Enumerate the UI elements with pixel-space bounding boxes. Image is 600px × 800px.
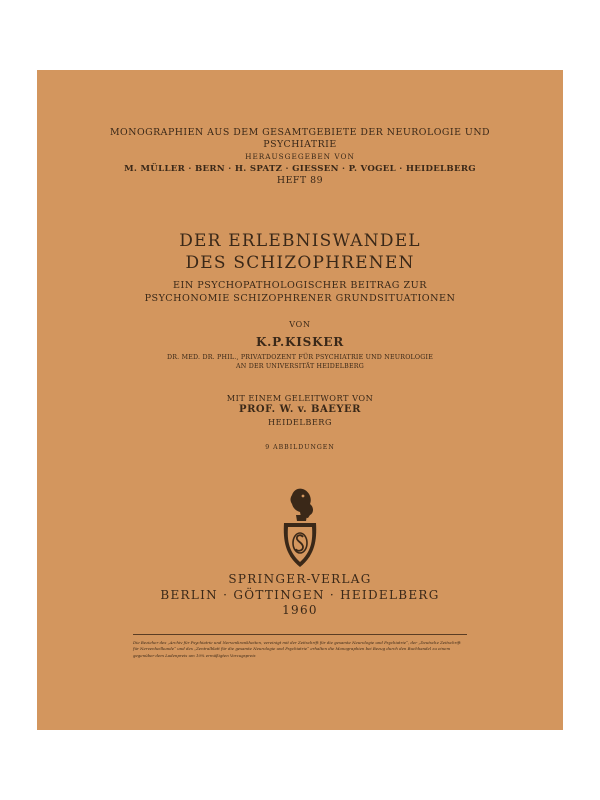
springer-knight-seal-icon [270, 485, 330, 580]
series-header [37, 127, 563, 187]
book-subtitle [37, 279, 563, 305]
author-description-line-1: DR. MED. DR. PHIL., PRIVATDOZENT FÜR PSYCHIATRIE UND NEUROLOGIE [166, 354, 434, 361]
editors-list: M. MÜLLER · BERN · H. SPATZ · GIESSEN · P. VOGEL · HEIDELBERG [124, 164, 476, 174]
author-name: K.P.KISKER [255, 335, 345, 349]
book-title-line-1: DER ERLEBNISWANDEL [179, 231, 421, 251]
book-title [37, 230, 563, 274]
book-subtitle-line-1: EIN PSYCHOPATHOLOGISCHER BEITRAG ZUR [173, 280, 427, 291]
figures-note: 9 ABBILDUNGEN [265, 444, 335, 451]
author-description [37, 353, 563, 371]
book-cover [37, 70, 563, 730]
publication-year: 1960 [282, 603, 318, 617]
publisher [37, 572, 563, 619]
book-subtitle-line-2: PSYCHONOMIE SCHIZOPHRENER GRUNDSITUATIONEN [144, 293, 456, 304]
series-title-line-2: PSYCHIATRIE [263, 139, 337, 150]
book-title-line-2: DES SCHIZOPHRENEN [185, 253, 415, 273]
publisher-cities: BERLIN · GÖTTINGEN · HEIDELBERG [160, 587, 440, 602]
foreword-city: HEIDELBERG [267, 417, 333, 427]
by-label: VON [289, 320, 311, 329]
footnote-divider [133, 634, 467, 635]
issue-number: HEFT 89 [276, 175, 324, 186]
series-title-line-1: MONOGRAPHIEN AUS DEM GESAMTGEBIETE DER NEUROLOGIE UND [109, 127, 491, 138]
foreword [37, 392, 563, 428]
foreword-intro: MIT EINEM GELEITWORT VON [226, 393, 374, 403]
subscriber-footnote: Die Bezieher des „Archiv für Psychiatrie und Nervenkrankheiten, vereinigt mit der Zeitschrift für die gesamte Neurologie und Psychiatrie“, der „Deutsche Zeitschrift für Nervenheilkunde“ und des „Zentralblatt für die gesamte Neurologie und Psychiatrie“ erhalten die Monographien bei Bezug durch den Buchhandel zu einem gegenüber dem Ladenpreis um 10% ermäßigten Vorzugspreis [133, 640, 461, 658]
foreword-author: PROF. W. v. BAEYER [239, 404, 361, 415]
author-description-line-2: AN DER UNIVERSITÄT HEIDELBERG [236, 363, 364, 370]
publisher-name: SPRINGER-VERLAG [228, 572, 372, 586]
editors-intro: HERAUSGEGEBEN VON [245, 152, 355, 161]
